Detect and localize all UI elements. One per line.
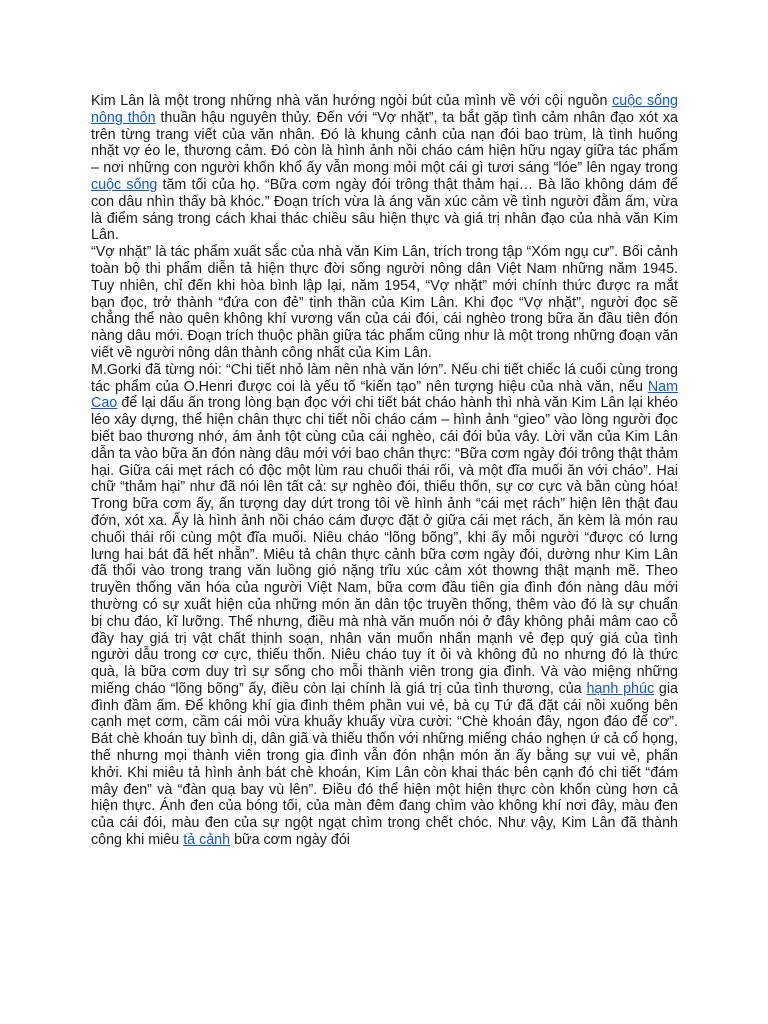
paragraph-text: bữa cơm ngày đói — [230, 832, 350, 849]
paragraph-text: để lại dấu ấn trong lòng bạn đọc với chi tiết bát cháo hành thì nhà văn Kim Lân lại khéo léo xây dựng, thể hiện chân thực chi tiết nồi cháo cám – hình ảnh “gieo” vào lòng người đọc biết bao thương nhớ, ám ảnh tột cùng của cái nghèo, cái đói bủa vây. Lời văn của Kim Lân dẫn ta vào bữa ăn đón nàng dâu mới với bao chân thực: “Bữa cơm ngày đói trông thật thảm hại. Giữa cái mẹt rách có độc một lùm rau chuối thái rối, và một đĩa muối ăn với cháo”. Hai chữ “thảm hại” như đã nói lên tất cả: sự nghèo đói, thiếu thốn, sự cơ cực và bần cùng hóa! Trong bữa cơm ấy, ấn tượng day dứt trong tôi về hình ảnh “cái mẹt rách” hiện lên thật đau đớn, xót xa. Ấy là hình ảnh nồi cháo cám được đặt ở giữa cái mẹt rách, ăn kèm là món rau chuối thái rối cùng một đĩa muối. Niêu cháo “lõng bõng”, khi ấy mỗi người “được có lưng lưng hai bát đã hết nhẵn”. Miêu tả chân thực cảnh bữa cơm ngày đói, dường như Kim Lân đã thổi vào trong trang văn luồng gió nặng trĩu xúc cảm xót thowng thật mạnh mẽ. Theo truyền thống văn hóa của người Việt Nam, bữa cơm đầu tiên gia đình đón nàng dâu mới thường có sự xuất hiện của những món ăn dân tộc truyền thống, thêm vào đó là sự chuẩn bị chu đáo, kĩ lưỡng. Thế nhưng, điều mà nhà văn muốn nói ở đây không phải mâm cao cỗ đầy hay giá trị vật chất thịnh soạn, nhân văn muốn nhấn mạnh vẻ đẹp quý giá của tình người dẫu trong cơ cực, thiếu thốn. Niêu cháo tuy ít ỏi và không đủ no nhưng đó là thức quà, là bữa cơm duy trì sự sống cho mỗi thành viên trong gia đình. Và vào miệng những miếng cháo “lõng bõng” ấy, điều còn lại chính là giá trị của tình thương, của — [91, 395, 678, 697]
inline-link[interactable]: cuộc sống — [91, 176, 158, 193]
document-body — [91, 93, 678, 849]
paragraph — [91, 362, 678, 849]
paragraph — [91, 244, 678, 362]
paragraph-text: gia đình đầm ấm. Để không khí gia đình thêm phần vui vẻ, bà cụ Tứ đã đặt cái nồi xuống bên cạnh mẹt cơm, cầm cái môi vừa khuấy khuấy vừa cười: “Chè khoán đây, ngon đáo để cơ”. Bát chè khoán tuy bình dị, dân giã và thiếu thốn với những miếng cháo nghẹn ứ cả cổ họng, thế nhưng mọi thành viên trong gia đình vẫn đón nhận món ăn ấy bằng sự vui vẻ, phấn khởi. Khi miêu tả hình ảnh bát chè khoán, Kim Lân còn khai thác bên cạnh đó chi tiết “đám mây đen” và “đàn quạ bay vù lên”. Điều đó thể hiện một hiện thực còn khốn cùng hơn cả hiện thực. Ánh đen của bóng tối, của màn đêm đang chìm vào không khí nơi đây, màu đen của cái đói, màu đen của sự ngột ngạt chìm trong chết chóc. Như vậy, Kim Lân đã thành công khi miêu — [91, 680, 679, 849]
paragraph — [91, 93, 678, 244]
paragraph-text: M.Gorki đã từng nói: “Chi tiết nhỏ làm nên nhà văn lớn”. Nếu chi tiết chiếc lá cuối cùng trong tác phẩm của O.Henri được coi là yếu tố “kiến tạo” nên tượng hiệu của nhà văn, nếu — [91, 361, 678, 395]
paragraph-text: Kim Lân là một trong những nhà văn hướng ngòi bút của mình về với cội nguồn — [91, 93, 613, 109]
paragraph-text: tăm tối của họ. “Bữa cơm ngày đói trông thật thảm hại… Bà lão không dám để con dâu nhìn thấy bà khóc.” Đoạn trích vừa là áng văn xúc cảm về tình người đằm ấm, vừa là điểm sáng trong cách khai thác chiều sâu hiện thực và giá trị nhân đạo của nhà văn Kim Lân. — [91, 176, 678, 244]
inline-link[interactable]: Nam Cao — [91, 378, 678, 412]
inline-link[interactable]: tả cảnh — [183, 832, 231, 849]
inline-link[interactable]: hạnh phúc — [586, 680, 655, 697]
inline-link[interactable]: cuộc sống — [612, 93, 678, 109]
paragraph-text: “Vợ nhặt” là tác phẩm xuất sắc của nhà văn Kim Lân, trích trong tập “Xóm ngụ cư”. Bối cảnh toàn bộ thi phẩm diễn tả hiện thực đời sống người nông dân Việt Nam những năm 1945. Tuy nhiên, chỉ đến khi hòa bình lập lại, năm 1954, “Vợ nhặt” mới chính thức được ra mắt bạn đọc, trở thành “đứa con đẻ” tinh thần của Kim Lân. Khi đọc “Vợ nhặt”, người đọc sẽ chẳng thể nào quên không khí vương vấn của cái đói, cái nghèo trong bữa ăn đầu tiên đón nàng dâu mới. Đoạn trích thuộc phần giữa tác phẩm cũng như là một trong những đoạn văn viết về người nông dân thành công nhất của Kim Lân. — [91, 244, 678, 361]
inline-link[interactable]: nông thôn — [91, 109, 156, 126]
paragraph-text: thuần hậu nguyên thủy. Đến với “Vợ nhặt”, ta bắt gặp tình cảm nhân đạo xót xa trên từng trang viết của văn nhân. Đó là khung cảnh của nạn đói bao trùm, là tình huống nhặt vợ éo le, thương cảm. Đó còn là hình ảnh nồi cháo cám hiện hữu ngay giữa tác phẩm – nơi những con người khốn khổ ấy vẫn mong mỏi một cái gì tươi sáng “lóe” lên ngay trong — [91, 109, 678, 177]
